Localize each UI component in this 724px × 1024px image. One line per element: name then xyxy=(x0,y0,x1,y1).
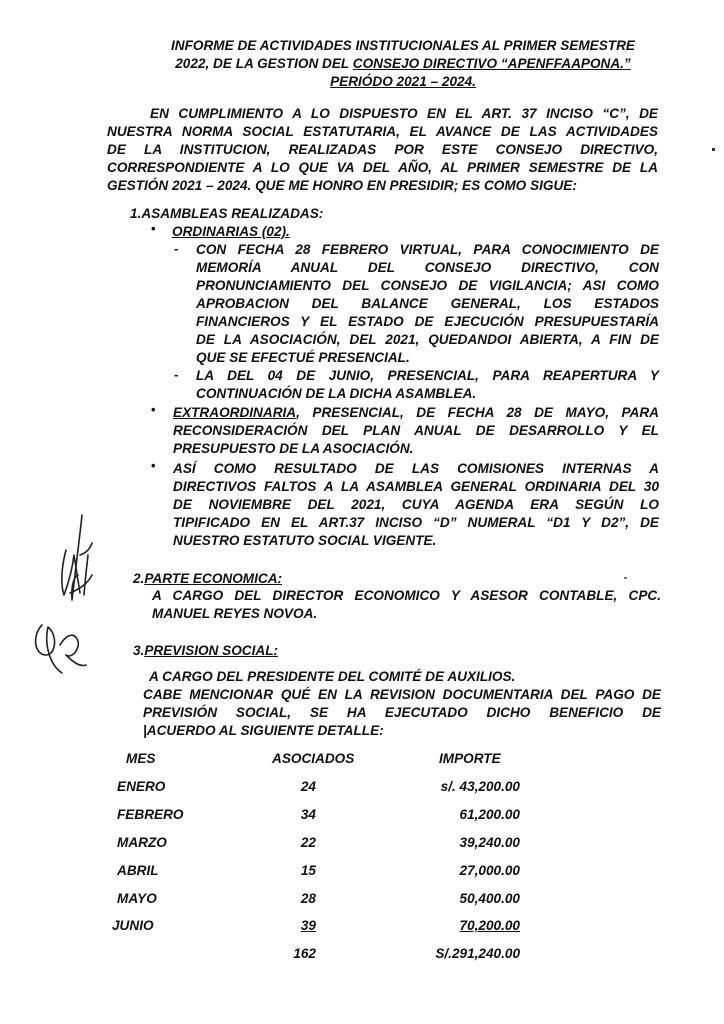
ordinarias-item2-line-2: CONTINUACIÓN DE LA DICHA ASAMBLEA. xyxy=(196,386,477,401)
ordinarias-item1-line-1: CON FECHA 28 FEBRERO VIRTUAL, PARA CONOCIMIENTO DE xyxy=(196,242,659,257)
title-line-1: INFORME DE ACTIVIDADES INSTITUCIONALES AL PRIMER SEMESTRE xyxy=(171,38,635,53)
bullet-icon: • xyxy=(151,402,156,417)
section-1-heading: 1.ASAMBLEAS REALIZADAS: xyxy=(130,206,324,221)
scan-speck xyxy=(624,577,627,579)
table-cell-mes: JUNIO xyxy=(112,918,154,933)
ordinarias-item1-line-3: PRONUNCIAMIENTO DEL CONSEJO DE VIGILANCIA; ASI COMO xyxy=(196,278,659,293)
section-2-line-1: A CARGO DEL DIRECTOR ECONOMICO Y ASESOR CONTABLE, CPC. xyxy=(152,588,661,603)
table-cell-asociados-value: 39 xyxy=(300,918,316,933)
table-cell-asociados: 24 xyxy=(300,779,316,794)
ordinarias-item1-line-7: QUE SE EFECTUÉ PRESENCIAL. xyxy=(196,350,410,365)
section-3-heading xyxy=(133,642,278,660)
bullet-icon: • xyxy=(151,458,156,473)
table-cell-mes: ENERO xyxy=(117,779,166,794)
table-total-asociados: 162 xyxy=(293,946,316,961)
extra-line-1-rest: , PRESENCIAL, DE FECHA 28 DE MAYO, PARA xyxy=(296,405,659,420)
section-3-num: 3. xyxy=(133,643,145,658)
ordinarias-item1-line-5: FINANCIEROS Y EL ESTADO DE EJECUCIÓN PRESUPUESTARÍA xyxy=(196,314,659,329)
table-cell-asociados: 15 xyxy=(300,863,316,878)
extra-line-2: RECONSIDERACIÓN DEL PLAN ANUAL DE DESARROLLO Y EL xyxy=(173,423,659,438)
section-2-num: 2. xyxy=(133,571,145,586)
table-header-mes: MES xyxy=(126,751,156,766)
table-cell-importe: 27,000.00 xyxy=(459,863,520,878)
table-header-importe: IMPORTE xyxy=(439,751,501,766)
section-3-line-2: CABE MENCIONAR QUÉ EN LA REVISION DOCUMENTARIA DEL PAGO DE xyxy=(143,687,661,702)
table-cell-mes: MARZO xyxy=(117,835,167,850)
intro-line-5: GESTIÓN 2021 – 2024. QUE ME HONRO EN PRESIDIR; ES COMO SIGUE: xyxy=(107,178,577,193)
table-cell-asociados xyxy=(258,917,316,935)
intro-line-1: EN CUMPLIMIENTO A LO DISPUESTO EN EL ART. 37 INCISO “C”, DE xyxy=(150,106,658,121)
table-cell-mes: FEBRERO xyxy=(117,807,184,822)
section-2-title: PARTE ECONOMICA: xyxy=(144,571,283,586)
ordinarias-item1-line-4: APROBACION DEL BALANCE GENERAL, LOS ESTADOS xyxy=(196,296,659,311)
table-cell-importe: 70,200.00 xyxy=(459,918,520,933)
comisiones-line-3: DE NOVIEMBRE DEL 2021, CUYA AGENDA ERA SEGÚN LO xyxy=(173,497,659,512)
comisiones-line-2: DIRECTIVOS FALTOS A LA ASAMBLEA GENERAL ORDINARIA DEL 30 xyxy=(173,479,659,494)
intro-line-2: NUESTRA NORMA SOCIAL ESTATUTARIA, EL AVANCE DE LAS ACTIVIDADES xyxy=(107,124,658,139)
title-line-3: PERIÓDO 2021 – 2024. xyxy=(330,74,476,89)
table-cell-importe: 50,400.00 xyxy=(459,891,520,906)
ordinarias-label: ORDINARIAS (02). xyxy=(172,224,290,239)
table-cell-asociados: 28 xyxy=(300,891,316,906)
comisiones-line-1: ASÍ COMO RESULTADO DE LAS COMISIONES INTERNAS A xyxy=(173,461,659,476)
intro-line-3: DE LA INSTITUCION, REALIZADAS POR ESTE CONSEJO DIRECTIVO, xyxy=(107,142,658,157)
scan-speck xyxy=(712,148,715,151)
section-2-heading xyxy=(133,570,282,588)
table-total-importe: S/.291,240.00 xyxy=(435,946,520,961)
ordinarias-item1-line-2: MEMORÍA ANUAL DEL CONSEJO DIRECTIVO, CON xyxy=(196,260,659,275)
section-3-line-1: A CARGO DEL PRESIDENTE DEL COMITÉ DE AUXILIOS. xyxy=(149,669,516,684)
section-2-line-2: MANUEL REYES NOVOA. xyxy=(152,606,318,621)
title-line-2-b: CONSEJO DIRECTIVO “APENFFAAPONA.” xyxy=(352,56,631,71)
title-line-2 xyxy=(150,55,656,73)
table-cell-mes: MAYO xyxy=(117,891,157,906)
table-cell-mes: ABRIL xyxy=(117,863,159,878)
extra-line-3: PRESUPUESTO DE LA ASOCIACIÓN. xyxy=(173,441,414,456)
table-cell-importe: 61,200.00 xyxy=(459,807,520,822)
comisiones-line-4: TIPIFICADO EN EL ART.37 INCISO “D” NUMERAL “D1 Y D2”, DE xyxy=(173,515,659,530)
table-cell-asociados: 22 xyxy=(300,835,316,850)
table-header-asociados: ASOCIADOS xyxy=(272,751,355,766)
dash-icon: - xyxy=(174,241,179,256)
table-cell-asociados: 34 xyxy=(300,807,316,822)
table-cell-importe: 39,240.00 xyxy=(459,835,520,850)
section-3-line-3: PREVISIÓN SOCIAL, SE HA EJECUTADO DICHO BENEFICIO DE xyxy=(143,705,661,720)
dash-icon: - xyxy=(174,367,179,382)
bullet-icon: • xyxy=(151,221,156,236)
table-cell-importe: s/. 43,200.00 xyxy=(440,779,520,794)
ordinarias-item2-line-1: LA DEL 04 DE JUNIO, PRESENCIAL, PARA REAPERTURA Y xyxy=(196,368,659,383)
section-3-line-4: |ACUERDO AL SIGUIENTE DETALLE: xyxy=(143,723,384,738)
handwritten-signature xyxy=(22,495,102,695)
extra-label: EXTRAORDINARIA xyxy=(173,405,297,420)
section-3-title: PREVISION SOCIAL: xyxy=(144,643,279,658)
comisiones-line-5: NUESTRO ESTATUTO SOCIAL VIGENTE. xyxy=(173,533,437,548)
intro-line-4: CORRESPONDIENTE A LO QUE VA DEL AÑO, AL PRIMER SEMESTRE DE LA xyxy=(107,160,658,175)
ordinarias-item1-line-6: DE LA ASOCIACIÓN, DEL 2021, QUEDANDOI ABIERTA, A FIN DE xyxy=(196,332,659,347)
extra-line-1 xyxy=(173,404,659,422)
title-line-2-a: 2022, DE LA GESTION DEL xyxy=(175,56,353,71)
